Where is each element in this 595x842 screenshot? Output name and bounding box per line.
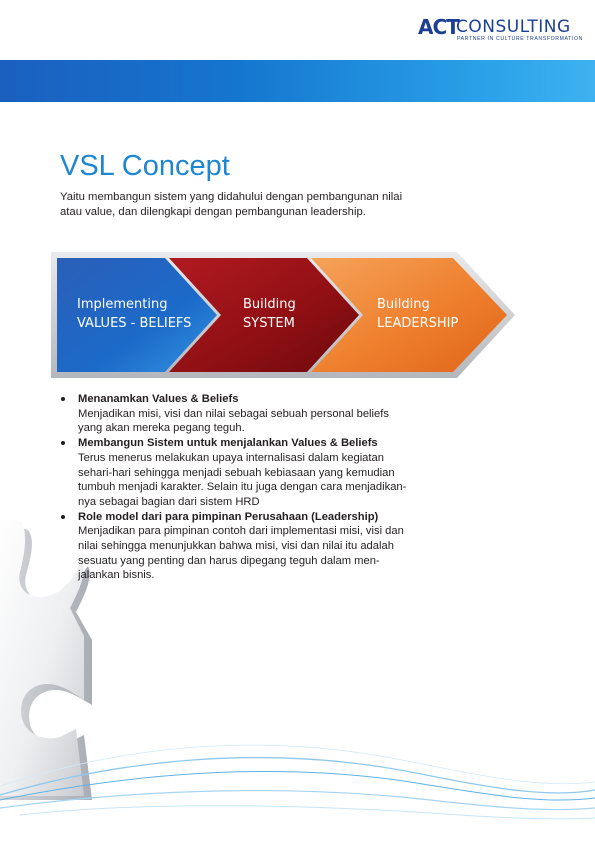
intro-line: Yaitu membangun sistem yang didahului dengan pembangunan nilai — [60, 191, 403, 203]
page-title: VSL Concept — [60, 150, 230, 182]
list-item-text: nya sebagai bagian dari sistem HRD — [78, 495, 260, 508]
logo-tagline: PARTNER IN CULTURE TRANSFORMATION — [457, 36, 583, 42]
intro-paragraph — [60, 190, 440, 220]
vsl-points-list — [60, 392, 445, 583]
step-leadership-line1: Building — [377, 297, 430, 312]
list-item-text: Menjadikan misi, visi dan nilai sebagai sebuah personal beliefs — [78, 407, 389, 420]
list-item-text: Terus menerus melakukan upaya internalisasi dalam kegiatan — [78, 451, 384, 464]
list-item — [60, 436, 445, 510]
list-item-heading: Menanamkan Values & Beliefs — [78, 393, 239, 405]
step-values-beliefs-line2: VALUES - BELIEFS — [77, 316, 192, 331]
logo-consulting-text: CONSULTING — [456, 17, 571, 37]
act-consulting-logo — [418, 15, 583, 44]
logo-act-text: ACT — [418, 15, 459, 39]
list-item-text: sehari-hari sehingga menjadi sebuah kebiasaan yang kemudian — [78, 466, 395, 479]
list-item — [60, 510, 445, 584]
step-leadership-line2: LEADERSHIP — [377, 316, 459, 331]
vsl-process-diagram — [49, 250, 519, 380]
list-item-text: sesuatu yang penting dan harus dipegang teguh dalam men- — [78, 554, 380, 567]
step-system-line2: SYSTEM — [243, 316, 295, 331]
list-item-text: tumbuh menjadi karakter. Selain itu juga dengan cara menjadikan- — [78, 481, 407, 494]
step-values-beliefs-line1: Implementing — [77, 297, 168, 312]
list-item-text: nilai sehingga menunjukkan bahwa misi, visi dan nilai itu adalah — [78, 540, 394, 553]
step-system-line1: Building — [243, 297, 296, 312]
list-item-heading: Role model dari para pimpinan Perusahaan (Leadership) — [78, 510, 379, 523]
header-band — [0, 60, 595, 102]
list-item-heading: Membangun Sistem untuk menjalankan Values & Beliefs — [78, 437, 378, 450]
list-item-text: jalankan bisnis. — [78, 569, 155, 582]
list-item — [60, 392, 445, 436]
intro-line: atau value, dan dilengkapi dengan pembangunan leadership. — [60, 206, 366, 218]
list-item-text: Menjadikan para pimpinan contoh dari implementasi misi, visi dan — [78, 525, 404, 538]
list-item-text: yang akan mereka pegang teguh. — [78, 422, 245, 435]
